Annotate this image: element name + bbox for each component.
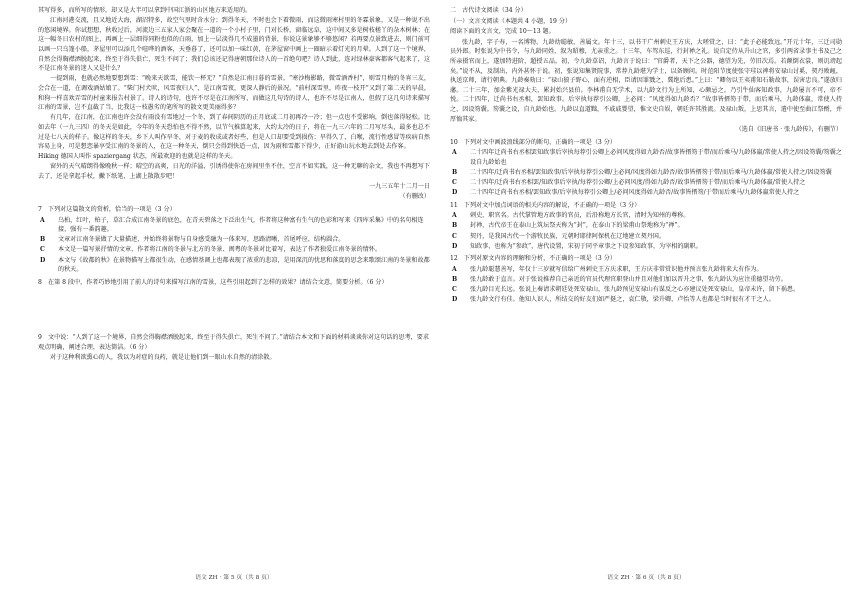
option-b[interactable]: [450, 221, 842, 231]
option-key: A: [40, 216, 45, 224]
question-10: [450, 138, 842, 198]
option-key: B: [40, 236, 46, 244]
option-text: 二十四年/迁尚书右丞相罢/知政事后宰执/每荐引公卿/上必问风度/得如九龄否/故事皆搢笏于带/而后乘马/九龄体羸/常使人持之: [470, 179, 806, 187]
option-key: C: [40, 246, 45, 254]
question-stem: 11 下列对文中加点词语的相关内容的解说，不正确的一项是（3 分）: [450, 201, 641, 209]
option-text: 二十四年迁尚书右丞相/罢知政事/后宰执每荐引公卿上/必问风度得如九龄否/故事皆搢笏/于带而后乘马/九龄体羸常使人持之: [470, 189, 800, 197]
question-stem: 9 文中说：“人到了这一个境界，自然会得胸襟洒脱起来，终至于得失俱亡，死生不问了。”请结合本文和下面的材料谈谈你对这句话的思考，要求观点明确，阐述合理，表达简洁。（6 分）: [38, 334, 429, 351]
subsection-title: （一）文言文阅读（本题共 4 小题，19 分）: [450, 17, 572, 25]
option-text: 张九龄文行有佳。他知人识人，所结交的好友们如严挺之，袁仁敬，梁升卿，卢怡等人也都是当时很有才干之人。: [470, 296, 775, 304]
article-paragraph: 江南河港交流，且又地近大海，湖沼特多，故空气里时含水分；到得冬天，不时也会下着微雨，而这微雨寒村里的冬霖景象，又是一种说不出的悠闲境界。你试想想，秋收过后，河流边三五家人家会聚在一道的一个小村子里，门对长桥，窗临远阜，这中间又多是树枝槎丫的杂木树林；在这一幅冬日农村的图上，再画上一层细得同粉也似的白雨，加上一层淡得几不成墨的背景，你说这景象够不够悠闲？若再要点景致进去，则门前可以画一只乌篷小船，茅屋里可以添几个喧哗的酒客，天垂暮了，还可以加一味红黄，在茅屋窗中画上一圈暗示着灯光的月晕。人到了这一个境界，自然会得胸襟洒脱起来，终至于得失俱亡，死生不问了；我们总该还记得唐朝那位诗人的一首绝句吧？诗人到此，连对绿林豪客都客气起来了，这不是江南冬景的迷人又是什么？: [38, 17, 430, 73]
option-text: 乌桕，红叶，柏子，草汇合成江南冬景的底色，在青天碧落之下泛出生气，作者将这种富有生气的色彩和写来《四库采集》中的名句相连接，强有一番韵趣。: [58, 216, 424, 234]
question-12: [450, 254, 842, 304]
option-key: D: [452, 189, 458, 197]
option-key: B: [452, 222, 458, 230]
question-material: 对于这种利欲熏心的人，我以为对症的良药，就是让他们到一眼山水自然的清涂散。: [50, 354, 276, 362]
page-footer: 语文 ZH · 第 5 页（共 8 页）: [195, 575, 273, 582]
option-a[interactable]: [450, 211, 842, 221]
exam-page-right: [450, 6, 842, 584]
option-b[interactable]: [38, 235, 430, 245]
article-paragraph: 其写得多，而所写的情形，却又是大半可以拿到中国江浙的山区地方来适用的。: [38, 7, 252, 14]
option-text: 文章对江南冬景做了大量描述，并始终将景物与自身感受融为一体来写，思路清晰，首尾呼应，结构圆合。: [58, 236, 345, 244]
option-key: A: [452, 212, 457, 220]
article-paragraph: 有几年，在江南，在江南也许会没有雨没有雪地过一个冬，到了春间阴历的正月底或二月初再冷一冷；但一点也不受影响，倒也落得轻松。比如去年（一九三四）的冬天是如此，今年的冬天恐怕也不得不然，以节气推算起来，大约太冷的日子，将在一九三六年的二月写尽头，最多也总不过是七八天的样子。像这样的冬天，乡下人叫作旱冬，对于麦的收成或者好些，但是人口却要受到损伤；旱得久了，白喉，流行性感冒等疾病自然容易上身，可是想恋暴享受江南的冬景的人，在这一种冬天，倒只会得到快适一点，因为雨和雪都下得少，正好游山玩水地去到处去作客。: [38, 114, 430, 151]
section-title: 二 古代诗文阅读（34 分）: [450, 7, 527, 14]
option-text: 封禅，古代帝王在泰山上筑坛祭天称为“封”，在泰山下的梁甫山祭地称为“禅”。: [470, 222, 684, 230]
option-key: A: [452, 265, 457, 273]
option-a[interactable]: [38, 216, 430, 235]
option-text: 张九龄目光长远。张说上奏请求朝廷处死安禄山，张九龄预见安禄山有谋反之心亦建议处死安禄山，皇帝未许，留下祸患。: [470, 286, 800, 294]
option-text: 本文与《故都的秋》在景物描写上都很生动，在感情基调上也都表现了浓重的悲凉，是用深沉的忧思和落寞的思念来歌颂江南的冬景和故都的秋天。: [58, 256, 430, 274]
option-key: D: [40, 256, 46, 264]
option-text: 刺史，职官名。古代掌管地方政事的官员，后沿称地方长官，清时为知州的尊称。: [470, 212, 690, 220]
option-c[interactable]: [450, 285, 842, 295]
source-note: （有删改）: [399, 193, 430, 201]
option-a[interactable]: [450, 265, 842, 275]
option-key: A: [452, 149, 457, 157]
option-text: 二十四年/迁尚书右丞相/罢知政事/后宰执每荐引公卿/上必问/风度得如九龄否/故事皆搢笏于带/而后乘马/九龄体羸/常使人持之/因设笏囊: [470, 169, 832, 176]
option-d[interactable]: [450, 295, 842, 305]
option-text: 契丹，是我国古代一个游牧民族，元朝时耶律阿保机在辽地建立契丹国。: [470, 232, 665, 240]
classical-passage: 张九龄，字子寿，一名博物。九龄幼聪敏，善属文。年十三，以书干广州刺史王方庆，大嗟赏之，曰：“此子必能致远。”开元十年，三迁司勋员外郎。时张说为中书令，与九龄同姓，叙为昭穆，尤亲重之。十三年，车驾东巡，行封禅之礼。说自定侍从升山之官，多引两省录事主书及己之所亲摄官而上，遂加特进阶，超授五品。初，令九龄草诏，九龄言于说曰：“官爵者，天下之公器，德望为先，劳旧次焉。若颠倒衣裳，则讥谤起矣。”说不从，及制出，内外甚怀于说。初，张说知集贤院事，常荐九龄堪为学士，以备顾问。时范阳节度使张守珪以裨将安禄山讨奚、契丹败衄，执送京师，请行朝典。九龄奏劾曰：“禄山狼子野心，面有逆相，臣请因罪戮之，冀绝后患。”上曰：“卿勿以王夷甫知石勒故事，误害忠良。”遂放归藩。二十三年，加金紫光禄大夫，累封始兴县伯。李林甫自无学术，以九龄文行为上所知，心颇忌之。乃引牛仙客知政事，九龄屡言不可，帝不悦。二十四年，迁尚书右丞相，罢知政事。后宰执每荐引公卿，上必问：“风度得如九龄否？”故事皆搢笏于带，而后乘马，九龄体羸，常使人持之，因设笏囊。笏囊之设，自九龄始也。九龄以直道黜，不戚戚婴望，惟文史自娱，朝廷许其胜流。及禄山叛，上思其言，遣中使至曲江祭酹，并厚恤其家。: [450, 38, 842, 123]
option-b[interactable]: [450, 275, 842, 285]
option-d[interactable]: [38, 256, 430, 275]
article-paragraph: 一提到雨，也就必然地要想到雪：“晚来天欲雪，能饮一杯无？”自然是江南日暮的雪景。“寒沙梅影路，微雪酒香村”，则雪月梅的冬宵三友，会合在一道，在调戏酒姑娘了。“柴门村犬吠，风雪夜归人”，是江南雪夜，更深人静后的景况。“前村深雪里，昨夜一枝开”又到了第二天的早晨，和狗一样喜欢弄雪的村童来报告村景了。诗人的诗句，也许不尽是在江南所写，而做这几句诗的诗人，也许不尽是江南人，但假了这几句诗来描写江南的雪景，岂不直截了当，比我这一枝愚劣的笔所写的散文更美丽得多？: [38, 75, 430, 112]
passage-source: （选自《旧唐书 · 张九龄传》，有删节）: [735, 126, 842, 134]
option-key: C: [452, 286, 457, 294]
option-d[interactable]: [450, 242, 842, 252]
question-stem: 8 在第 8 段中，作者巧妙地引用了前人的诗句来描写江南的雪景，这些引用起到了怎样的效果？请结合文意，简要分析。（6 分）: [38, 278, 388, 286]
option-key: C: [452, 232, 457, 240]
option-key: D: [452, 296, 458, 304]
option-text: 张九龄敢于直言。对于张说推荐自己亲近的官员代理官职登山并且对他们加以晋升之事，张九龄认为应注重德望功劳。: [470, 275, 787, 283]
option-d[interactable]: [450, 188, 842, 198]
option-text: 二十四年迁尚书右丞相罢知政事后宰执每荐引公卿上必问风度得如九龄否/故事皆搢笏于带/而后乘马/九龄体羸/常使人持之/因设笏囊/笏囊之设自九龄始也: [470, 149, 842, 166]
article-body: [38, 6, 430, 202]
option-text: 本文是一篇写景抒情的文章，作者将江南的冬景与北方的冬景、闽粤的冬景对比着写，表达了作者独爱江南冬景的情怀。: [58, 246, 381, 254]
page-footer: 语文 ZH · 第 6 页（共 8 页）: [607, 575, 685, 582]
question-stem: 10 下列对文中画波浪线部分的断句，正确的一项是（3 分）: [450, 138, 616, 146]
option-key: B: [452, 275, 458, 283]
option-a[interactable]: [450, 148, 842, 167]
question-11: [450, 201, 842, 251]
article-date: 一九三五年十二月一日: [369, 183, 430, 191]
question-stem: 7 下列对这篇散文的赏析，恰当的一项是（3 分）: [38, 206, 176, 214]
option-c[interactable]: [450, 178, 842, 188]
question-8: [38, 278, 430, 330]
option-c[interactable]: [38, 245, 430, 255]
option-b[interactable]: [450, 168, 842, 178]
question-9: [38, 333, 430, 363]
option-key: D: [452, 242, 458, 250]
option-text: 知政事，也称为“参政”，唐代设置，宋初于同平章事之下设参知政事，为宰相的副职。: [470, 242, 702, 250]
option-c[interactable]: [450, 232, 842, 242]
option-text: 张九龄聪慧善写，年仅十三岁就写信给广州刺史王方庆求职，王方庆非常赏识他并预言张九龄将来大有作为。: [470, 265, 763, 273]
question-stem: 12 下列对原文内容的理解和分析，不正确的一项是（3 分）: [450, 255, 616, 263]
article-paragraph: 窗外的天气晴朗得像晚秋一样；晴空的高爽，日光的洋溢，引诱得使你在房间里坐不住，空言不如实践，这一种无聊的杂文，我也不再想写下去了，还是拿起手杖，撇下纸笔，上湖上散散步吧！: [38, 163, 430, 181]
option-key: B: [452, 169, 458, 176]
option-key: C: [452, 179, 457, 187]
exam-page-left: [38, 6, 430, 584]
article-paragraph: Hiking 德国人叫作 spaziergang 状态，所最欢迎的也就是这样的冬天。: [38, 153, 237, 161]
question-7: [38, 205, 430, 275]
answer-space[interactable]: [38, 289, 430, 329]
instruction: 阅读下面的文言文，完成 10～13 题。: [450, 28, 555, 36]
